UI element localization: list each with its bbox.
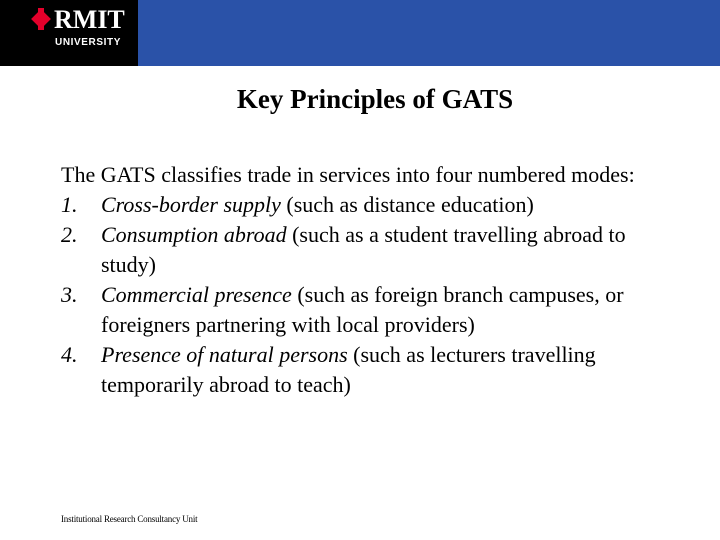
item-number: 1. <box>61 192 78 217</box>
item-description: (such as foreign branch campuses, or foreigners partnering with local providers) <box>101 282 624 337</box>
list-item <box>61 340 681 400</box>
item-description: (such as lecturers travelling temporarily abroad to teach) <box>101 342 596 397</box>
slide-body <box>61 160 681 400</box>
list-item <box>61 190 681 220</box>
logo-subtext: UNIVERSITY <box>55 37 122 48</box>
rmit-logo <box>0 0 138 66</box>
rmit-pixel-mark-icon <box>30 8 52 30</box>
page-title: Key Principles of GATS <box>236 84 514 114</box>
item-term: Consumption abroad <box>101 222 287 247</box>
item-number: 3. <box>61 282 78 307</box>
item-description: (such as a student travelling abroad to study) <box>101 222 626 277</box>
item-term: Commercial presence <box>101 282 292 307</box>
list-item <box>61 280 681 340</box>
item-term: Presence of natural persons <box>101 342 348 367</box>
item-number: 2. <box>61 222 78 247</box>
modes-list <box>61 190 681 400</box>
list-item <box>61 220 681 280</box>
item-description: (such as distance education) <box>280 192 534 217</box>
footer-text: Institutional Research Consultancy Unit <box>61 514 198 524</box>
logo-wordmark: RMIT <box>54 5 125 34</box>
item-term: Cross-border supply <box>101 192 281 217</box>
item-number: 4. <box>61 342 78 367</box>
intro-text: The GATS classifies trade in services into four numbered modes: <box>61 162 635 187</box>
